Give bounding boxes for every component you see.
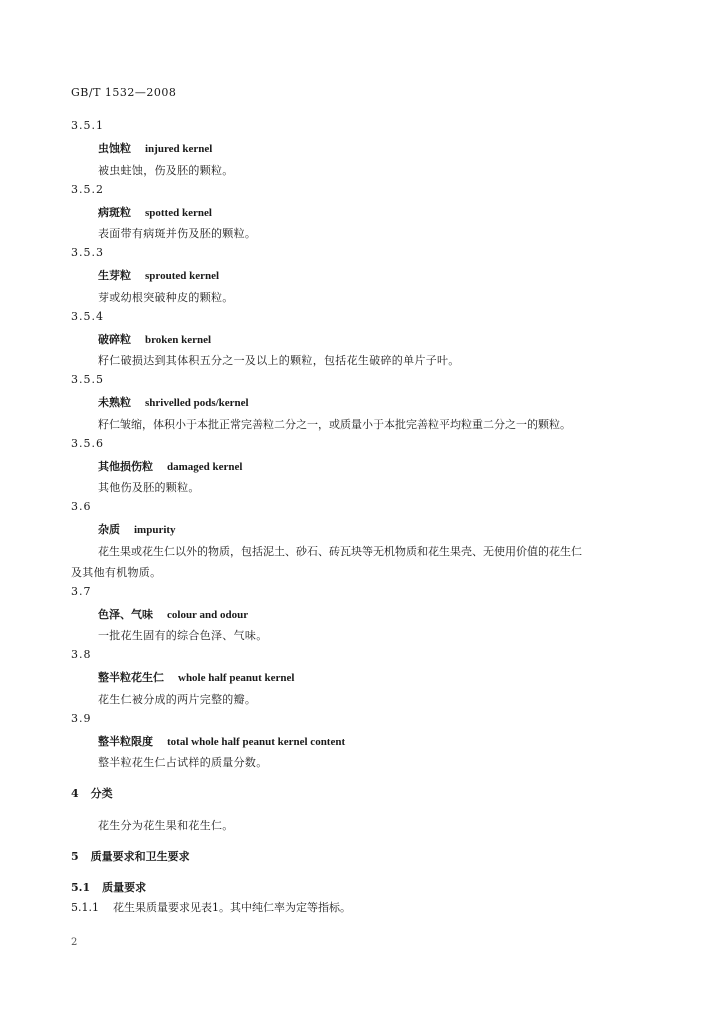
term-cn: 整半粒花生仁: [98, 671, 164, 684]
term-definition: 籽仁破损达到其体积五分之一及以上的颗粒，包括花生破碎的单片子叶。: [98, 354, 460, 367]
term-cn: 破碎粒: [98, 333, 131, 346]
term-definition: 一批花生固有的综合色泽、气味。: [98, 629, 268, 642]
section-title: 质量要求和卫生要求: [90, 850, 190, 863]
term-heading: [98, 267, 219, 283]
term-definition: 花生仁被分成的两片完整的瓣。: [98, 693, 257, 706]
clause-text: [71, 899, 351, 915]
term-cn: 虫蚀粒: [98, 142, 131, 155]
term-definition: 整半粒花生仁占试样的质量分数。: [98, 756, 268, 769]
term-definition: 表面带有病斑并伤及胚的颗粒。: [98, 227, 257, 240]
term-definition: 芽或幼根突破种皮的颗粒。: [98, 291, 234, 304]
term-en: colour and odour: [167, 609, 249, 621]
term-cn: 病斑粒: [98, 206, 131, 219]
clause-number: 3.5.3: [71, 246, 104, 259]
term-definition: 被虫蛀蚀，伤及胚的颗粒。: [98, 164, 234, 177]
term-en: whole half peanut kernel: [178, 672, 295, 684]
clause-number: 3.7: [71, 585, 92, 598]
page-number: 2: [71, 937, 78, 948]
term-heading: [98, 669, 294, 685]
term-heading: [98, 458, 242, 474]
clause-number: 3.5.4: [71, 310, 104, 323]
subsection-number: 5.1: [71, 881, 91, 894]
section-body: 花生分为花生果和花生仁。: [98, 819, 234, 832]
clause-number: 3.5.1: [71, 119, 104, 132]
term-cn: 未熟粒: [98, 396, 131, 409]
term-cn: 色泽、气味: [98, 608, 153, 621]
term-heading: [98, 204, 212, 220]
section-heading: [71, 785, 113, 801]
term-en: total whole half peanut kernel content: [167, 736, 346, 748]
section-number: 4: [71, 787, 79, 800]
term-heading: [98, 331, 211, 347]
term-heading: [98, 606, 248, 622]
clause-number: 3.5.6: [71, 437, 104, 450]
term-heading: [98, 733, 345, 749]
subsection-heading: [71, 879, 146, 895]
term-definition: 其他伤及胚的颗粒。: [98, 481, 200, 494]
clause-number: 3.5.5: [71, 373, 104, 386]
standard-number-header: GB/T 1532—2008: [71, 86, 177, 99]
term-cn: 其他损伤粒: [98, 460, 153, 473]
term-en: shrivelled pods/kernel: [145, 397, 249, 409]
clause-number: 3.9: [71, 712, 92, 725]
clause-number: 3.5.2: [71, 183, 104, 196]
term-en: damaged kernel: [167, 461, 243, 473]
term-cn: 整半粒限度: [98, 735, 153, 748]
term-en: sprouted kernel: [145, 270, 220, 282]
section-heading: [71, 848, 190, 864]
term-heading: [98, 394, 249, 410]
term-heading: [98, 140, 212, 156]
clause-number: 3.8: [71, 648, 92, 661]
subsection-title: 质量要求: [102, 881, 147, 894]
clause-body: 花生果质量要求见表1。其中纯仁率为定等指标。: [113, 901, 351, 914]
term-definition: 籽仁皱缩，体积小于本批正常完善粒二分之一，或质量小于本批完善粒平均粒重二分之一的颗粒。: [98, 418, 571, 431]
term-en: broken kernel: [145, 334, 212, 346]
clause-number: 3.6: [71, 500, 92, 513]
term-cn: 生芽粒: [98, 269, 131, 282]
term-en: spotted kernel: [145, 207, 212, 219]
section-title: 分类: [90, 787, 113, 800]
term-definition-line2: 及其他有机物质。: [71, 566, 162, 579]
term-en: impurity: [134, 524, 176, 536]
term-heading: [98, 521, 176, 537]
section-number: 5: [71, 850, 79, 863]
term-definition-line1: 花生果或花生仁以外的物质，包括泥土、砂石、砖瓦块等无机物质和花生果壳、无使用价值的花生仁: [98, 545, 582, 558]
term-en: injured kernel: [145, 143, 213, 155]
clause-number: 5.1.1: [71, 901, 99, 914]
term-cn: 杂质: [98, 523, 120, 536]
